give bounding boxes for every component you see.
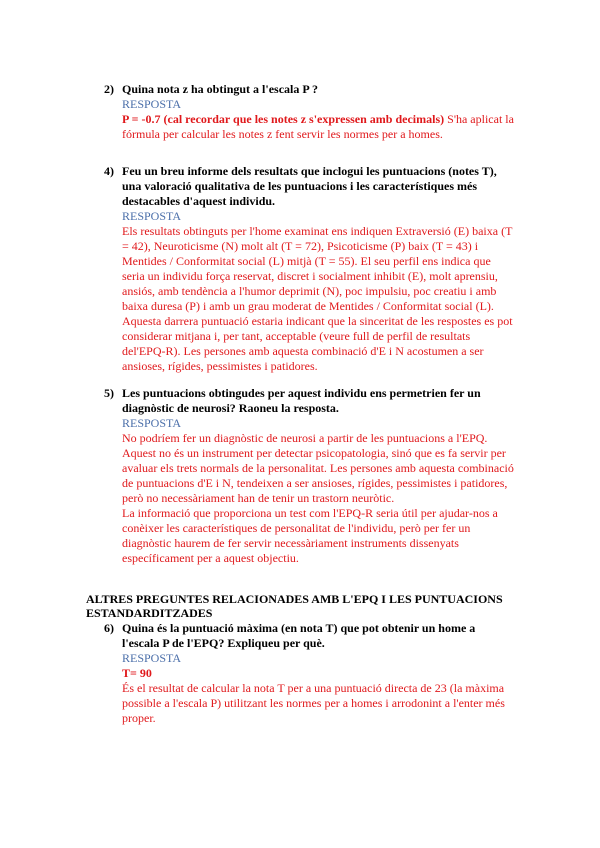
question-2: [104, 82, 514, 142]
question-text: Les puntuacions obtingudes per aquest individu ens permetrien fer un diagnòstic de neurosi? Raoneu la resposta.: [122, 386, 481, 415]
section-title: ALTRES PREGUNTES RELACIONADES AMB L'EPQ I LES PUNTUACIONS ESTANDARDITZADES: [86, 592, 503, 620]
question-4: [104, 164, 514, 374]
answer-text: És el resultat de calcular la nota T per a una puntuació directa de 23 (la màxima possible a l'escala P) utilitzant les normes per a homes i arrodonint a l'enter més proper.: [122, 681, 505, 725]
question-number: 4): [104, 164, 114, 178]
answer-paragraph-1: No podríem fer un diagnòstic de neurosi a partir de les puntuacions a l'EPQ. Aquest no és un instrument per detectar psicopatologia, sinó que es fa servir per avaluar els trets normals de la personalitat. Les persones amb aquesta combinació de puntuacions d'E i N, tendeixen a ser ansioses, rígides, pessimistes i patidores, però no necessàriament han de tenir un trastorn neuròtic.: [122, 431, 514, 505]
question-6: [104, 621, 514, 726]
answer-text: Els resultats obtinguts per l'home examinat ens indiquen Extraversió (E) baixa (T = 42), Neuroticisme (N) molt alt (T = 72), Psicoticisme (P) baix (T = 43) i Mentides / Conformitat social (L) mitjà (T = 55). El seu perfil ens indica que seria un individu força reservat, discret i socialment inhibit (E), molt aprensiu, ansiós, amb tendència a l'humor deprimit (N), poc impulsiu, poc creatiu i amb baixa duresa (P) i amb un grau moderat de Mentides / Conformitat social (L). Aquesta darrera puntuació estaria indicant que la sinceritat de les respostes es pot considerar mitjana i, per tant, acceptable (veure full de perfil de resultats del'EPQ-R). Les persones amb aquesta combinació d'E i N acostumen a ser ansioses, rígides, pessimistes i patidores.: [122, 224, 513, 373]
question-number: 2): [104, 82, 114, 96]
answer-paragraph-2: La informació que proporciona un test com l'EPQ-R seria útil per ajudar-nos a conèixer les característiques de personalitat de l'individu, però per fer un diagnòstic haurem de fer servir necessàriament instruments dissenyats específicament per a aquest objectiu.: [122, 506, 498, 565]
question-number: 6): [104, 621, 114, 635]
question-5: [104, 386, 514, 566]
question-number: 5): [104, 386, 114, 400]
answer-text: [122, 112, 514, 142]
answer-label: RESPOSTA: [122, 209, 182, 223]
question-text: Feu un breu informe dels resultats que inclogui les puntuacions (notes T), una valoració qualitativa de les puntuacions i les característiques més destacables d'aquest individu.: [122, 164, 497, 208]
answer-key-value: P = -0.7 (cal recordar que les notes z s'expressen amb decimals): [122, 112, 445, 126]
question-text: Quina és la puntuació màxima (en nota T) que pot obtenir un home a l'escala P de l'EPQ? Expliqueu per què.: [122, 621, 476, 650]
answer-key-value: T= 90: [122, 666, 152, 680]
answer-label: RESPOSTA: [122, 416, 182, 430]
answer-explanation: S'ha aplicat la fórmula per calcular les notes z fent servir les normes per a homes.: [122, 112, 514, 141]
answer-label: RESPOSTA: [122, 651, 182, 665]
answer-text: [122, 431, 514, 566]
answer-label: RESPOSTA: [122, 97, 182, 111]
question-text: Quina nota z ha obtingut a l'escala P ?: [122, 82, 319, 96]
